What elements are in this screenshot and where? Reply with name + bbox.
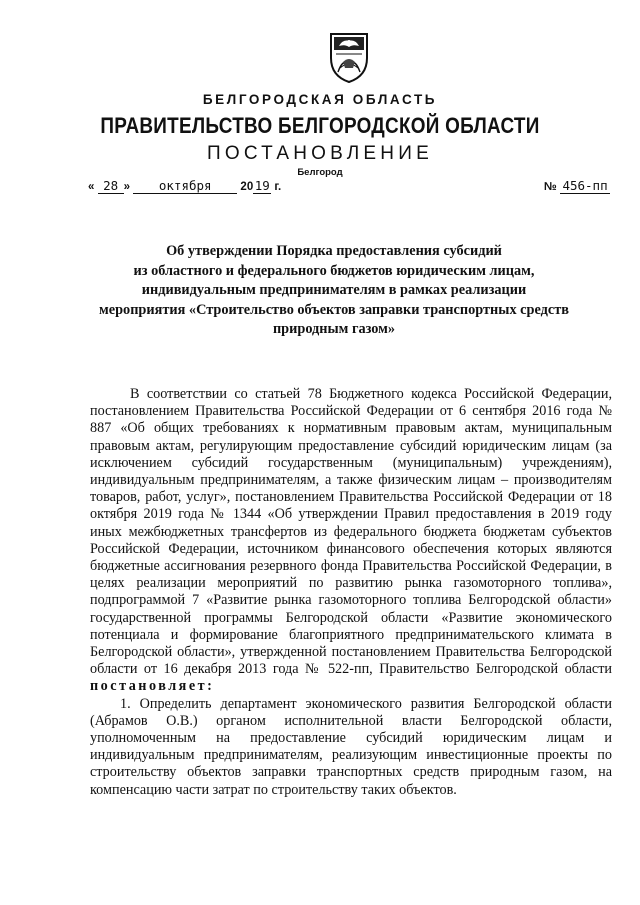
document-number [544,178,610,194]
document-type: ПОСТАНОВЛЕНИЕ [207,143,433,164]
preamble-text: В соответствии со статьей 78 Бюджетного кодекса Российской Федерации, постановлением Правительства Российской Федерации от 6 сентября 2016 года № 887 «Об общих требованиях к нормативным правовым актам, муниципальным правовым актам, регулирующим предоставление субсидий юридическим лицам (за исключением субсидий государственным (муниципальным) учреждениям), индивидуальным предпринимателям, а также физическим лицам – производителям товаров, работ, услуг», постановлением Правительства Российской Федерации от 18 октября 2019 года № 1344 «Об утверждении Правил предоставления в 2019 году иных межбюджетных трансфертов из федерального бюджета бюджетам субъектов Российской Федерации, источником финансового обеспечения которых являются бюджетные ассигнования резервного фонда Правительства Российской Федерации, в целях реализации мероприятий по развитию рынка газомоторного топлива», подпрограммой 7 «Развитие рынка газомоторного топлива Белгородской области» государственной программы Белгородской области «Развитие экономического потенциала и формирование благоприятного предпринимательского климата в Белгородской области», утвержденной постановлением Правительства Белгородской области от 16 декабря 2013 года № 522-пп, Правительство Белгородской области [90,386,612,678]
title-line: Об утверждении Порядка предоставления субсидий [166,243,502,259]
government-name: ПРАВИТЕЛЬСТВО БЕЛГОРОДСКОЙ ОБЛАСТИ [100,113,540,138]
title-line: индивидуальным предпринимателям в рамках реализации [141,282,527,298]
date-month: октября [133,178,237,194]
date-close-quote: » [123,181,131,193]
region-name: БЕЛГОРОДСКАЯ ОБЛАСТЬ [202,92,438,107]
document-body [90,386,612,799]
resolves-emphasis: постановляет: [90,678,215,695]
city-name: Белгород [297,167,343,178]
date-year-prefix: 20 [240,181,254,193]
date-day: 28 [98,178,124,194]
date-year-abbr: г. [274,181,282,193]
clause-1-paragraph: 1. Определить департамент экономического развития Белгородской области (Абрамов О.В.) органом исполнительной власти Белгородской области, уполномоченным на предоставление субсидий юридическим лицам и индивидуальным предпринимателям, реализующим инвестиционные проекты по строительству объектов заправки транспортных средств природным газом, на компенсацию части затрат по строительству таких объектов. [90,695,612,798]
date-open-quote: « [88,181,95,193]
document-title [90,242,578,340]
title-line: мероприятия «Строительство объектов заправки транспортных средств [99,301,569,318]
document-date [88,178,281,194]
coat-of-arms-icon [325,28,373,84]
title-line: природным газом» [272,321,396,337]
date-year-suffix: 19 [254,178,270,193]
preamble-paragraph [90,386,612,696]
number-value: 456-пп [560,178,610,194]
title-line: из областного и федерального бюджетов юридическим лицам, [133,262,535,279]
number-label: № [544,181,557,193]
